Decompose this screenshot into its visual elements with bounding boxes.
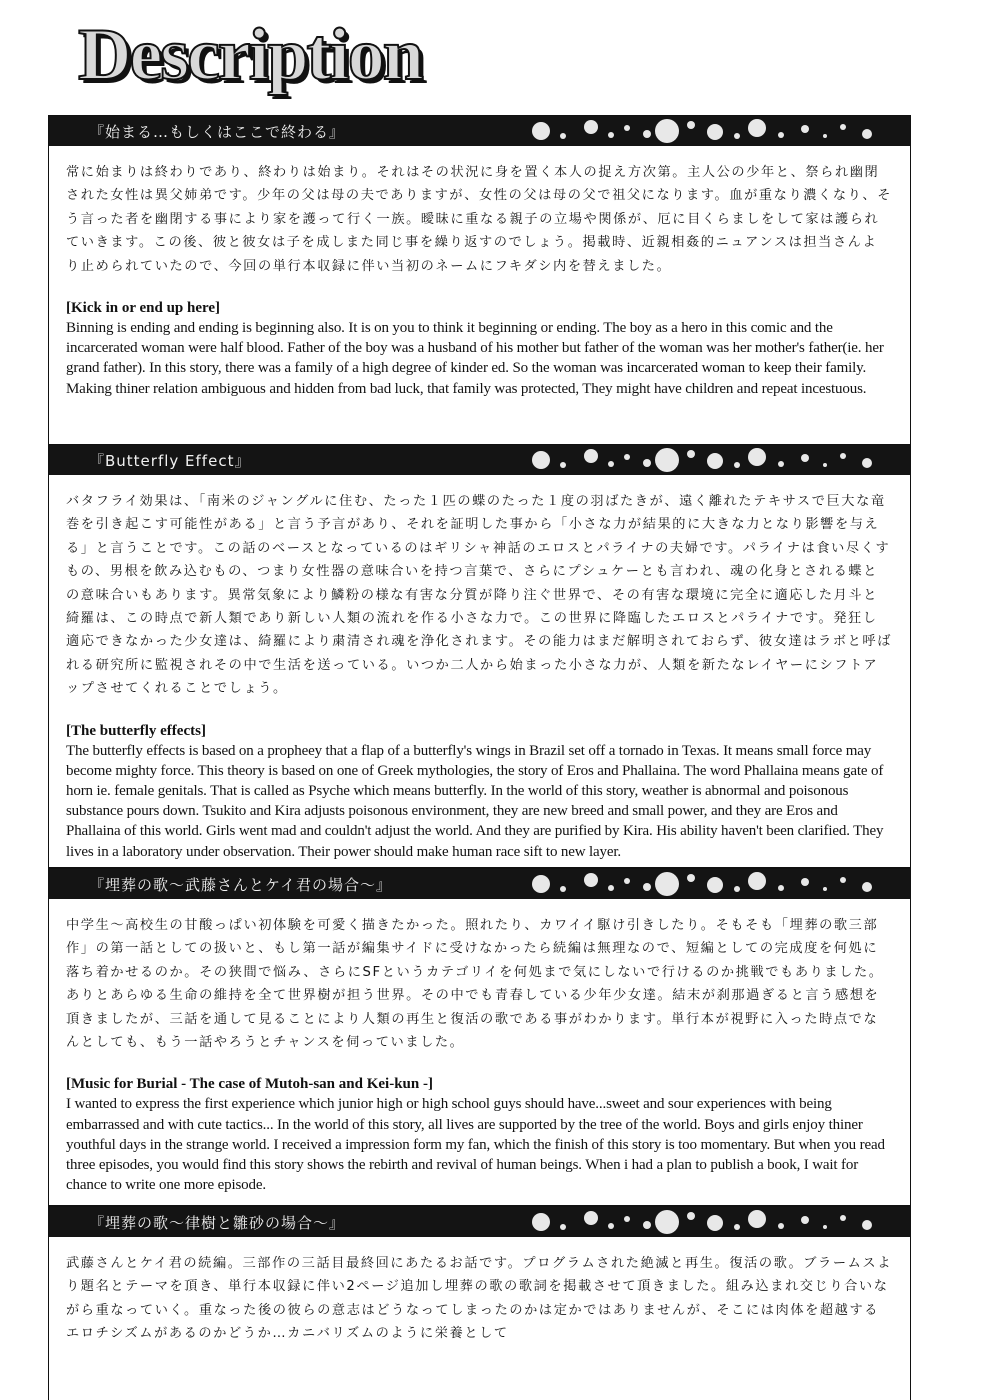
- section-kick-in: [48, 115, 911, 445]
- english-description: I wanted to express the first experience which junior high or high school guys should have...sweet and sour experiences with being embarrassed and with cute tactics... In the world of this story, all lives are supported by the tree of the world. Boys and girls enjoy thiner youthful days in the strange world. I received a impression form my fan, which the finish of this story is too momentary. But when you read three episodes, you would find this story shows the rebirth and revival of human beings. When i had a plan to publish a book, I wait for chance to write one more episode.: [66, 1096, 885, 1194]
- section-title: 『始まる…もしくはここで終わる』: [89, 123, 346, 141]
- section-title: 『埋葬の歌～武藤さんとケイ君の場合～』: [89, 876, 392, 894]
- japanese-description: バタフライ効果は、「南米のジャングルに住む、たった１匹の蝶のたった１度の羽ばたきが、遠く離れたテキサスで巨大な竜巻を引き起こす可能性がある」と言う予言があり、それを証明した事から「小さな力が結果的に大きな力となり影響を与える」と言うことです。この話のベースとなっているのはギリシャ神話のエロスとパライナの夫婦です。パライナは食い尽くすもの、男根を飲み込むもの、つまり女性器の意味合いを持つ言葉で、さらにプシュケーとも言われ、魂の化身とされる蝶との意味合いもあります。異常気象により鱗粉の様な有害な分質が降り注ぐ世界で、その有害な環境に完全に適応した月斗と綺羅は、この時点で新人類であり新しい人類の流れを作る小さな力で。この世界に降臨したエロスとパライナです。発狂し適応できなかった少女達は、綺羅により粛清され魂を浄化されます。その能力はまだ解明されておらず、彼女達はラボと呼ばれる研究所に監視されその中で生活を送っている。いつか二人から始まった小さな力が、人類を新たなレイヤーにシフトアップさせてくれることでしょう。: [66, 494, 892, 697]
- section-title-bar: [49, 445, 910, 475]
- japanese-description: 武藤さんとケイ君の続編。三部作の三話目最終回にあたるお話です。プログラムされた絶滅と再生。復活の歌。ブラームスより題名とテーマを頂き、単行本収録に伴い2ページ追加し埋葬の歌の歌詞を掲載させて頂きました。組み込まれ交じり合いながら重なっていく。重なった後の彼らの意志はどうなってしまったのかは定かではありませんが、そこには肉体を超越するエロチシズムがあるのかどうか…カニバリズムのように栄養として: [66, 1256, 892, 1342]
- section-title: 『Butterfly Effect』: [89, 452, 251, 470]
- japanese-description: 中学生～高校生の甘酸っぱい初体験を可愛く描きたかった。照れたり、カワイイ駆け引きしたり。そもそも「埋葬の歌三部作」の第一話としての扱いと、もし第一話が編集サイドに受けなかったら続編は無理なので、短編としての完成度を何処に落ち着かせるのか。その狭間で悩み、さらにSFというカテゴリイを何処まで気にしないで行けるのか挑戦でもありました。ありとあらゆる生命の維持を全て世界樹が担う世界。その中でも青春している少年少女達。結末が刹那過ぎると言う感想を頂きましたが、三話を通して見ることにより人類の再生と復活の歌である事がわかります。単行本が視野に入った時点でなんとしても、もう一話やろうとチャンスを伺っていました。: [66, 918, 884, 1051]
- section-butterfly-effect: [48, 444, 911, 868]
- bubble-dots-ornament: [519, 116, 909, 146]
- section-title-bar: [49, 1207, 910, 1237]
- bubble-dots-ornament: [519, 1207, 909, 1237]
- section-title-bar: [49, 869, 910, 899]
- section-music-for-burial-1: [48, 868, 911, 1206]
- english-heading: [The butterfly effects]: [66, 722, 206, 739]
- english-heading: [Music for Burial - The case of Mutoh-san and Kei-kun -]: [66, 1076, 433, 1093]
- section-title-bar: [49, 116, 910, 146]
- section-title: 『埋葬の歌～律樹と雛砂の場合～』: [89, 1214, 346, 1232]
- page-title: Description: [78, 14, 422, 96]
- english-heading: [Kick in or end up here]: [66, 300, 221, 317]
- section-music-for-burial-2: [48, 1206, 911, 1400]
- english-description: Binning is ending and ending is beginning also. It is on you to think it beginning or ending. The boy as a hero in this comic and the incarcerated woman were half blood. Father of the boy was a husband of his mother but father of the woman was her mother's father(ie. her grand father). In this story, there was a family of a high degree of kinder ed. So the woman was incarcerated woman to keep their family. Making thiner relation ambiguous and hidden from bad luck, that family was protected, They might have children and repeat incestuous.: [66, 320, 884, 397]
- bubble-dots-ornament: [519, 445, 909, 475]
- english-description: The butterfly effects is based on a propheey that a flap of a butterfly's wings in Brazil set off a tornado in Texas. It means small force may become mighty force. This theory is based on one of Greek mythologies, the story of Eros and Phallaina. The word Phallaina means gate of horn ie. female genitals. That is called as Psyche which means butterfly. In the world of this story, weather is abnormal and poisonous substance pours down. Tsukito and Kira adjusts poisonous environment, they are new breed and small power, and they are Eros and Phallaina of this world. Girls went mad and couldn't adjust the world. And they are purified by Kira. His ability haven't been clarified. They lives in a laboratory under observation. Their power should make human race sift to new layer.: [66, 742, 884, 860]
- japanese-description: 常に始まりは終わりであり、終わりは始まり。それはその状況に身を置く本人の捉え方次第。主人公の少年と、祭られ幽閉された女性は異父姉弟です。少年の父は母の夫でありますが、女性の父は母の父で祖父になります。血が重なり濃くなり、そう言った者を幽閉する事により家を護って行く一族。曖昧に重なる親子の立場や関係が、厄に目くらましをして家は護られていきます。この後、彼と彼女は子を成しまた同じ事を繰り返すのでしょう。掲載時、近親相姦的ニュアンスは担当さんより止められていたので、今回の単行本収録に伴い当初のネームにフキダシ内を替えました。: [66, 165, 892, 274]
- bubble-dots-ornament: [519, 869, 909, 899]
